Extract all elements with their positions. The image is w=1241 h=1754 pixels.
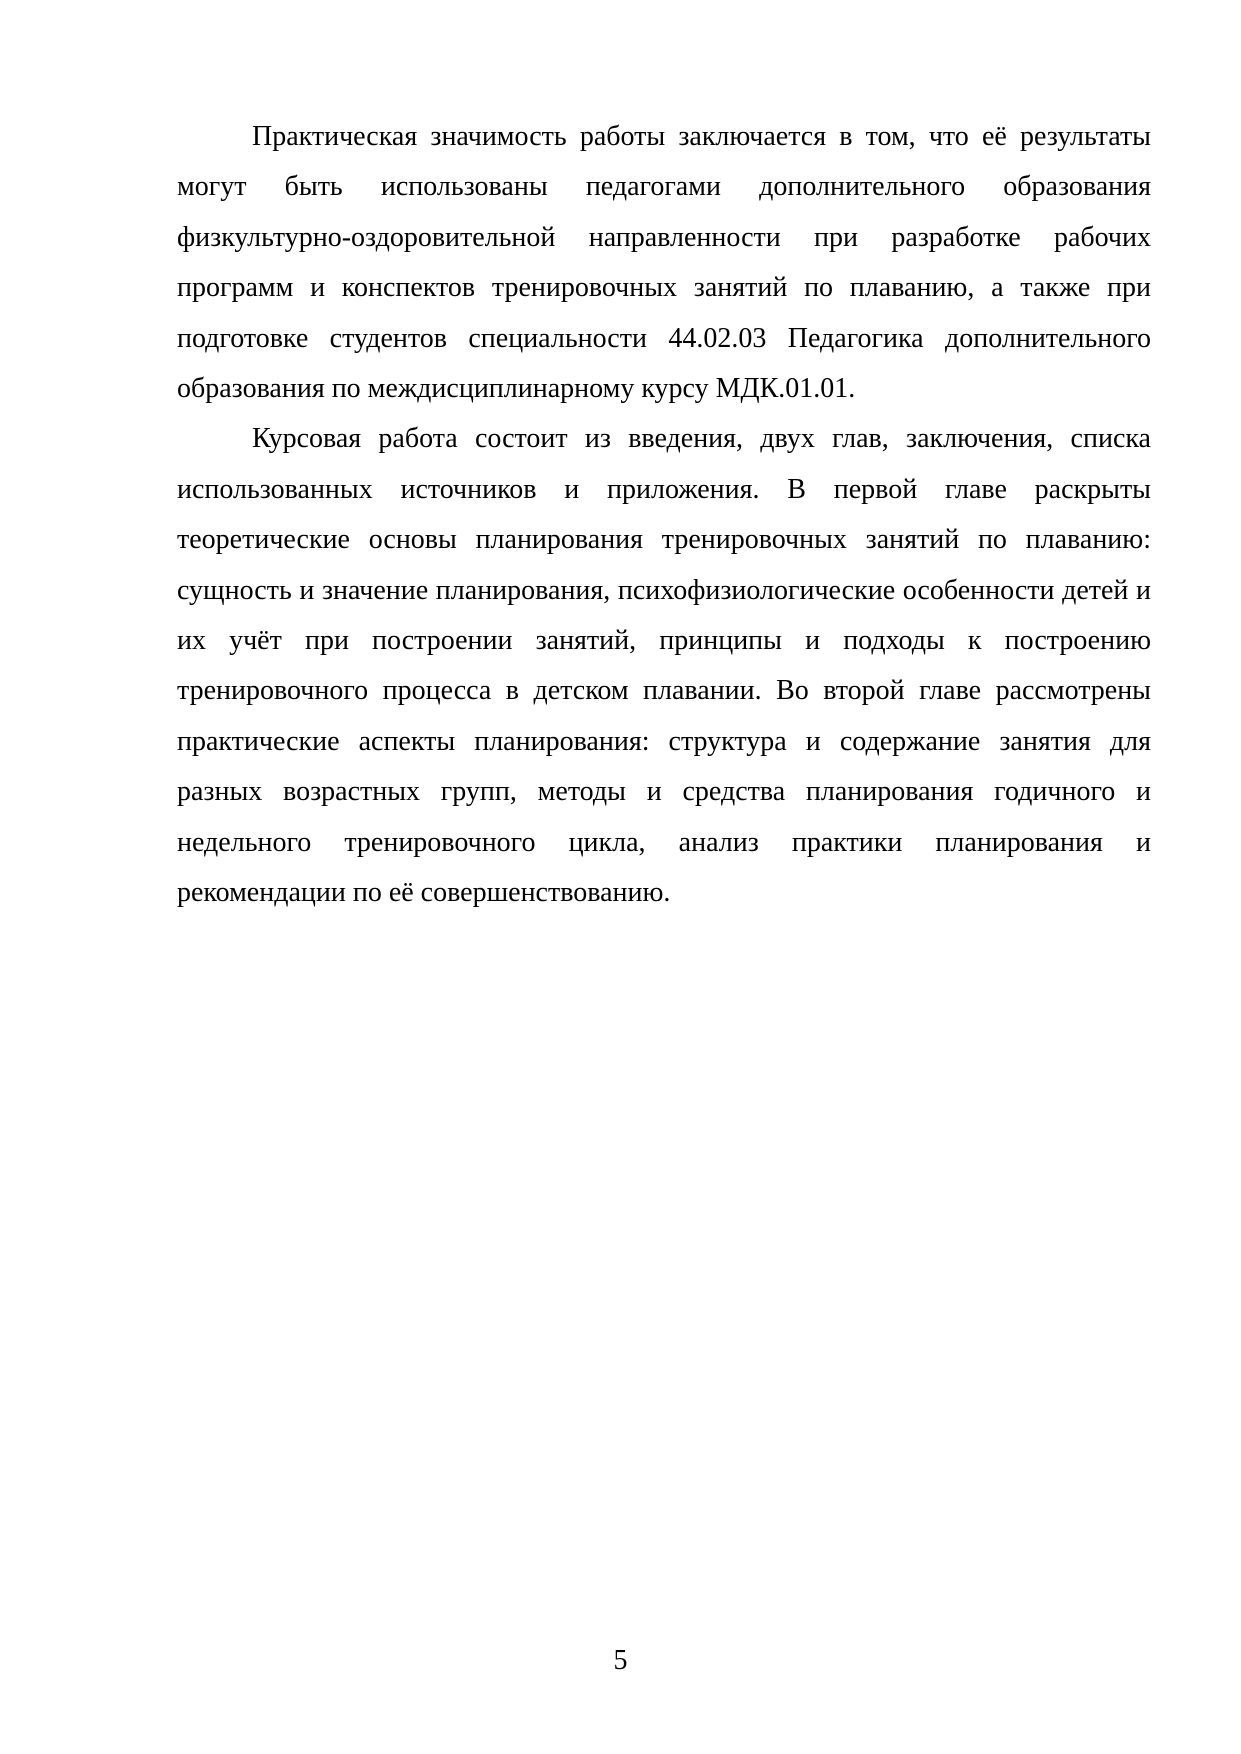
paragraph-structure: Курсовая работа состоит из введения, двух глав, заключения, списка использованных источников и приложения. В первой главе раскрыты теоретические основы планирования тренировочных занятий по плаванию: сущность и значение планирования, психофизиологические особенности детей и их учёт при построении занятий, принципы и подходы к построению тренировочного процесса в детском плавании. Во второй главе рассмотрены практические аспекты планирования: структура и содержание занятия для разных возрастных групп, методы и средства планирования годичного и недельного тренировочного цикла, анализ практики планирования и рекомендации по её совершенствованию.: [177, 423, 1151, 909]
page-number: 5: [613, 1645, 628, 1676]
page-body: [177, 112, 1151, 919]
paragraph-practical-significance: Практическая значимость работы заключается в том, что её результаты могут быть использованы педагогами дополнительного образования физкультурно-оздоровительной направленности при разработке рабочих программ и конспектов тренировочных занятий по плаванию, а также при подготовке студентов специальности 44.02.03 Педагогика дополнительного образования по междисциплинарному курсу МДК.01.01.: [177, 121, 1151, 405]
